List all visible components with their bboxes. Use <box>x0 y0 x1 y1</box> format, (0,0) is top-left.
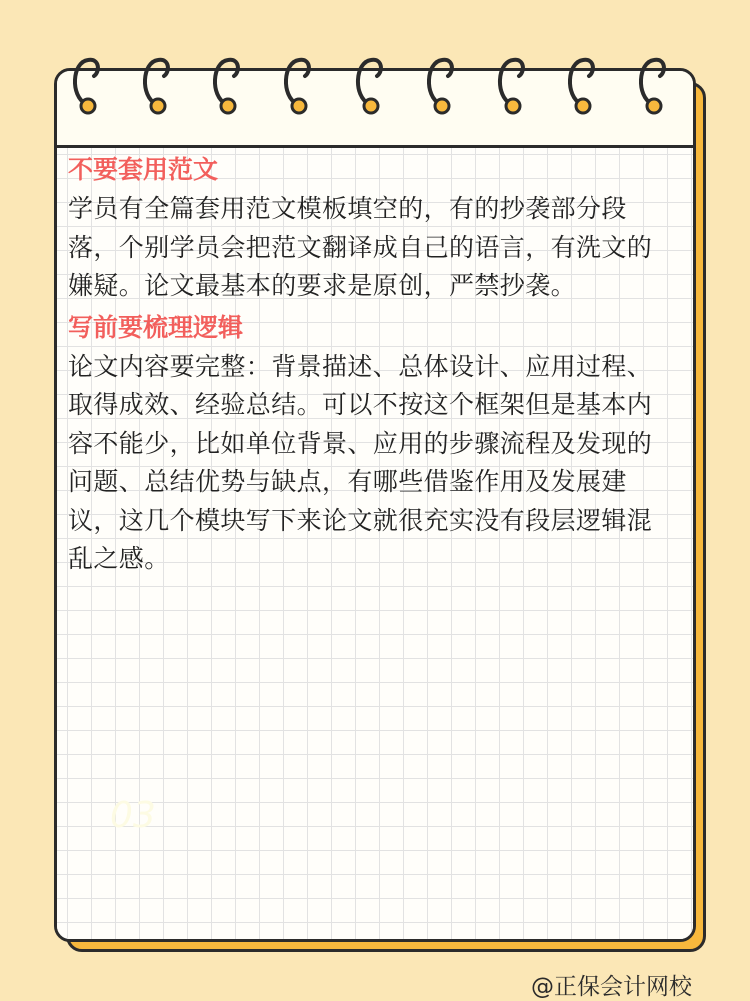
credit-label: @正保会计网校 <box>531 974 692 1000</box>
notebook-header <box>57 71 693 148</box>
section-body-2: 论文内容要完整：背景描述、总体设计、应用过程、取得成效、经验总结。可以不按这个框架但是基本内容不能少，比如单位背景、应用的步骤流程及发现的问题、总结优势与缺点，有哪些借鉴作用及发展建议，这几个模块写下来论文就很充实没有段层逻辑混乱之感。 <box>68 351 653 573</box>
section-heading-1: 不要套用范文 <box>68 155 219 184</box>
section-body-1: 学员有全篇套用范文模板填空的，有的抄袭部分段落，个别学员会把范文翻译成自己的语言，有洗文的嫌疑。论文最基本的要求是原创，严禁抄袭。 <box>68 194 653 300</box>
note-content <box>68 150 668 581</box>
page-number: 03 <box>110 795 156 836</box>
section-heading-2: 写前要梳理逻辑 <box>68 312 244 342</box>
